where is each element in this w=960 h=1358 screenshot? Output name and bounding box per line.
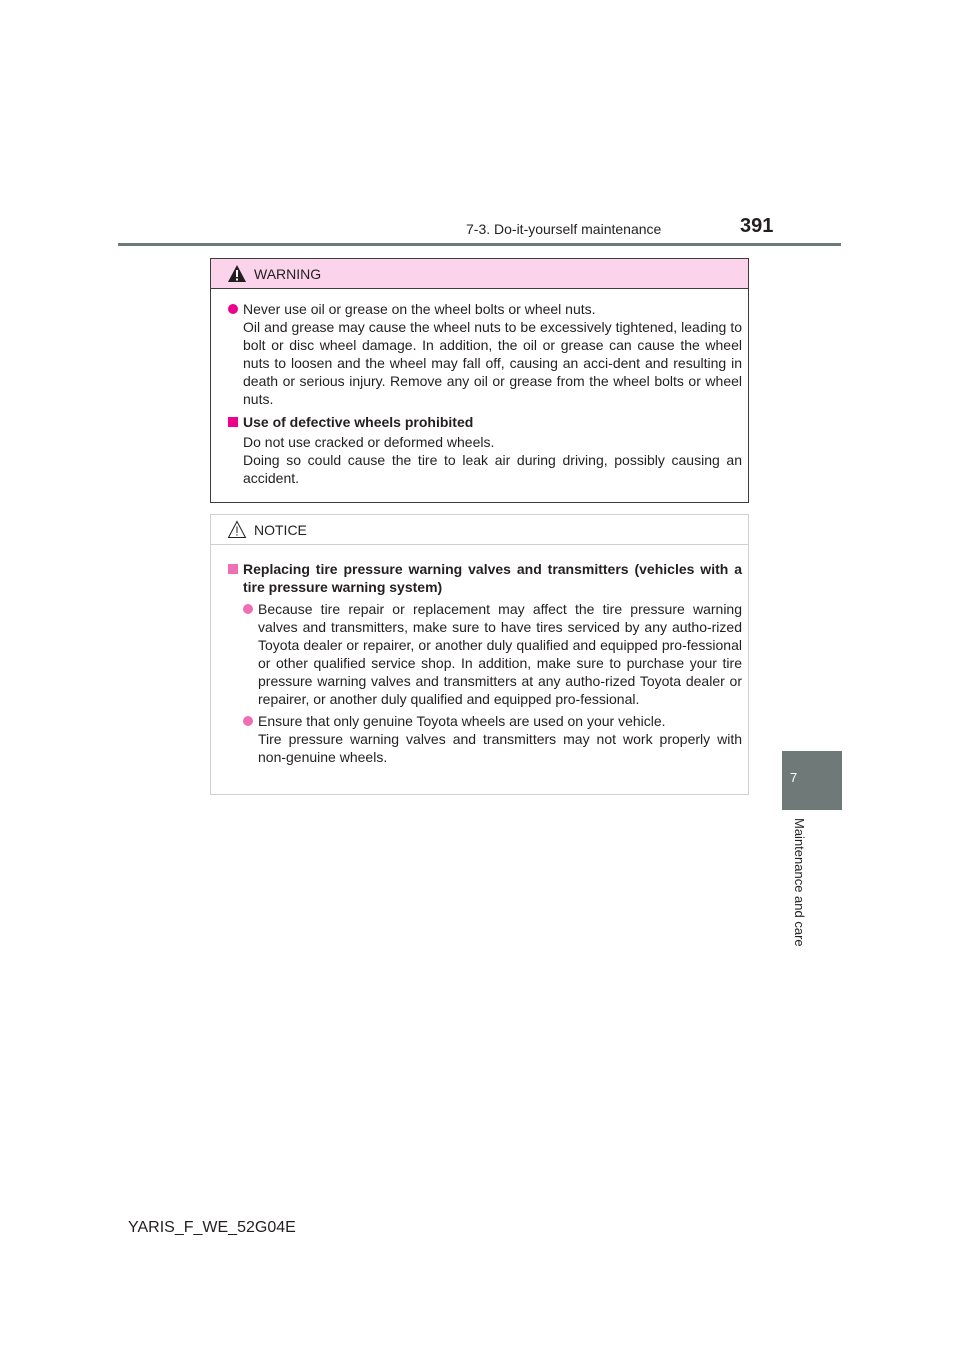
warning-section-heading: Use of defective wheels prohibited: [228, 413, 742, 431]
notice-body: [211, 545, 748, 766]
notice-title: NOTICE: [254, 522, 307, 538]
chapter-title: Maintenance and care: [792, 818, 807, 947]
warning-title: WARNING: [254, 266, 322, 282]
warning-header: [211, 259, 748, 289]
section-square-icon: [228, 564, 238, 574]
notice-bullet-text: Because tire repair or replacement may affect the tire pressure warning valves and transmitters, make sure to have tires serviced by any autho-rized Toyota dealer or repairer, or another duly qualified and equipped pro-fessional or other qualified service shop. In addition, make sure to purchase your tire pressure warning valves and transmitters at any autho-rized Toyota dealer or repairer, or another duly qualified and equipped pro-fessional.: [258, 601, 742, 707]
warning-triangle-icon: [227, 264, 247, 283]
warning-bullet-lead: Never use oil or grease on the wheel bolts or wheel nuts.: [243, 301, 596, 317]
bullet-dot-icon: [228, 304, 238, 314]
bullet-dot-icon: [243, 604, 253, 614]
warning-bullet: [228, 300, 742, 408]
document-code: YARIS_F_WE_52G04E: [128, 1219, 296, 1236]
notice-bullet-lead: Ensure that only genuine Toyota wheels are used on your vehicle.: [258, 713, 666, 729]
warning-body: [211, 289, 748, 487]
notice-section-heading: Replacing tire pressure warning valves and transmitters (vehicles with a tire pressure warning system): [228, 560, 742, 596]
header-rule: [118, 243, 841, 246]
warning-box: [210, 258, 749, 503]
warning-section-body: [228, 433, 742, 487]
notice-bullet: [243, 600, 742, 708]
page-number: 391: [740, 215, 774, 237]
warning-section-line: Doing so could cause the tire to leak air during driving, possibly causing an accident.: [243, 452, 742, 486]
chapter-number: 7: [790, 770, 798, 785]
warning-bullet-body: Oil and grease may cause the wheel nuts to be excessively tightened, leading to bolt or disc wheel damage. In addition, the oil or grease can cause the wheel nuts to loosen and the wheel may fall off, causing an acci-dent and resulting in death or serious injury. Remove any oil or grease from the wheel bolts or wheel nuts.: [243, 319, 742, 407]
notice-box: [210, 514, 749, 795]
notice-bullet: [243, 712, 742, 766]
notice-triangle-outline-icon: [227, 520, 247, 539]
notice-header: [211, 515, 748, 545]
warning-section-line: Do not use cracked or deformed wheels.: [243, 434, 495, 450]
bullet-dot-icon: [243, 716, 253, 726]
section-square-icon: [228, 417, 238, 427]
running-header-section: 7-3. Do-it-yourself maintenance: [466, 221, 662, 237]
notice-bullet-body: Tire pressure warning valves and transmitters may not work properly with non-genuine wheels.: [258, 731, 742, 765]
